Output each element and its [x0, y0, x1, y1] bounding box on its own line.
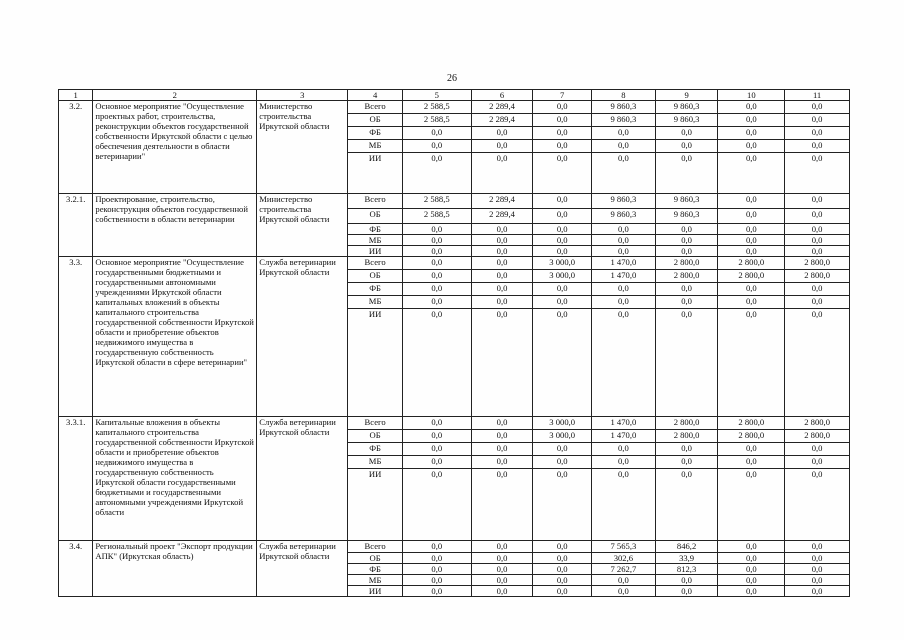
column-number: 1: [59, 90, 93, 101]
value-cell: 1 470,0: [592, 417, 656, 430]
value-cell: 0,0: [592, 575, 656, 586]
funding-source: Всего: [348, 541, 403, 553]
value-cell: 0,0: [533, 101, 592, 114]
table-row: [59, 541, 850, 553]
value-cell: 302,6: [592, 553, 656, 564]
value-cell: 0,0: [471, 257, 533, 270]
value-cell: 0,0: [533, 153, 592, 194]
value-cell: 0,0: [471, 541, 533, 553]
value-cell: 0,0: [402, 469, 471, 541]
value-cell: 0,0: [471, 140, 533, 153]
value-cell: 0,0: [592, 283, 656, 296]
funding-source: ФБ: [348, 283, 403, 296]
value-cell: 0,0: [785, 456, 850, 469]
value-cell: 2 588,5: [402, 101, 471, 114]
value-cell: 0,0: [785, 235, 850, 246]
value-cell: 0,0: [533, 443, 592, 456]
value-cell: 0,0: [533, 309, 592, 417]
value-cell: 0,0: [471, 469, 533, 541]
item-executor: Служба ветеринарии Иркутской области: [257, 417, 348, 541]
value-cell: 9 860,3: [592, 101, 656, 114]
funding-source: МБ: [348, 575, 403, 586]
value-cell: 0,0: [402, 586, 471, 597]
value-cell: 0,0: [471, 417, 533, 430]
value-cell: 3 000,0: [533, 270, 592, 283]
value-cell: 0,0: [718, 114, 785, 127]
value-cell: 0,0: [402, 224, 471, 235]
value-cell: 2 588,5: [402, 209, 471, 224]
funding-source: ИИ: [348, 153, 403, 194]
value-cell: 0,0: [402, 417, 471, 430]
value-cell: 0,0: [533, 553, 592, 564]
item-code: 3.3.: [59, 257, 93, 417]
value-cell: 0,0: [655, 586, 718, 597]
value-cell: 0,0: [785, 469, 850, 541]
item-executor: Служба ветеринарии Иркутской области: [257, 541, 348, 597]
value-cell: 0,0: [402, 140, 471, 153]
value-cell: 0,0: [718, 235, 785, 246]
value-cell: 0,0: [785, 586, 850, 597]
value-cell: 0,0: [785, 194, 850, 209]
value-cell: 0,0: [592, 443, 656, 456]
funding-source: ФБ: [348, 564, 403, 575]
value-cell: 0,0: [785, 101, 850, 114]
value-cell: 0,0: [655, 296, 718, 309]
value-cell: 0,0: [471, 235, 533, 246]
value-cell: 0,0: [785, 246, 850, 257]
value-cell: 3 000,0: [533, 430, 592, 443]
value-cell: 0,0: [533, 209, 592, 224]
table-body: [59, 101, 850, 597]
column-number-row: [59, 90, 850, 101]
value-cell: 1 470,0: [592, 270, 656, 283]
value-cell: 0,0: [718, 564, 785, 575]
value-cell: 0,0: [471, 224, 533, 235]
item-name: Проектирование, строительство, реконструкция объектов государственной собственности в области ветеринарии: [93, 194, 257, 257]
value-cell: 0,0: [402, 564, 471, 575]
value-cell: 0,0: [785, 296, 850, 309]
value-cell: 3 000,0: [533, 257, 592, 270]
value-cell: 0,0: [471, 270, 533, 283]
value-cell: 0,0: [592, 246, 656, 257]
value-cell: 0,0: [718, 456, 785, 469]
value-cell: 0,0: [533, 127, 592, 140]
value-cell: 0,0: [402, 296, 471, 309]
funding-source: ОБ: [348, 209, 403, 224]
value-cell: 2 800,0: [785, 417, 850, 430]
value-cell: 0,0: [592, 586, 656, 597]
budget-table: [58, 89, 850, 597]
value-cell: 0,0: [533, 296, 592, 309]
value-cell: 7 565,3: [592, 541, 656, 553]
value-cell: 9 860,3: [655, 101, 718, 114]
value-cell: 0,0: [402, 283, 471, 296]
value-cell: 0,0: [718, 575, 785, 586]
value-cell: 0,0: [592, 153, 656, 194]
value-cell: 0,0: [785, 564, 850, 575]
value-cell: 0,0: [402, 257, 471, 270]
value-cell: 2 800,0: [655, 430, 718, 443]
value-cell: 0,0: [471, 153, 533, 194]
value-cell: 2 800,0: [718, 257, 785, 270]
funding-source: ФБ: [348, 443, 403, 456]
value-cell: 0,0: [533, 283, 592, 296]
item-executor: Министерство строительства Иркутской области: [257, 194, 348, 257]
value-cell: 0,0: [402, 443, 471, 456]
value-cell: 0,0: [471, 430, 533, 443]
funding-source: ИИ: [348, 309, 403, 417]
value-cell: 0,0: [402, 553, 471, 564]
value-cell: 0,0: [785, 209, 850, 224]
funding-source: МБ: [348, 235, 403, 246]
value-cell: 0,0: [471, 246, 533, 257]
value-cell: 0,0: [655, 283, 718, 296]
value-cell: 0,0: [655, 140, 718, 153]
table-row: [59, 257, 850, 270]
column-number: 9: [655, 90, 718, 101]
value-cell: 2 800,0: [785, 430, 850, 443]
value-cell: 0,0: [785, 443, 850, 456]
value-cell: 0,0: [655, 443, 718, 456]
value-cell: 0,0: [533, 246, 592, 257]
value-cell: 0,0: [471, 553, 533, 564]
value-cell: 0,0: [655, 456, 718, 469]
value-cell: 2 289,4: [471, 209, 533, 224]
value-cell: 0,0: [533, 235, 592, 246]
value-cell: 0,0: [785, 114, 850, 127]
page-number: 26: [447, 73, 457, 84]
funding-source: Всего: [348, 417, 403, 430]
value-cell: 0,0: [471, 564, 533, 575]
value-cell: 0,0: [718, 153, 785, 194]
value-cell: 0,0: [785, 153, 850, 194]
value-cell: 0,0: [402, 127, 471, 140]
item-code: 3.2.: [59, 101, 93, 194]
value-cell: 812,3: [655, 564, 718, 575]
item-name: Основное мероприятие "Осуществление государственными бюджетными и государственными автономными учреждениями Иркутской области капитальных вложений в объекты капитального строительства государственной собственности Иркутской области и приобретение объектов недвижимого имущества в государственную собственность Иркутской области в сфере ветеринарии": [93, 257, 257, 417]
value-cell: 0,0: [718, 541, 785, 553]
value-cell: 0,0: [402, 309, 471, 417]
value-cell: 0,0: [533, 541, 592, 553]
column-number: 3: [257, 90, 348, 101]
value-cell: 0,0: [785, 140, 850, 153]
value-cell: 0,0: [402, 153, 471, 194]
item-code: 3.4.: [59, 541, 93, 597]
value-cell: 0,0: [402, 456, 471, 469]
value-cell: 7 262,7: [592, 564, 656, 575]
value-cell: 0,0: [471, 296, 533, 309]
value-cell: 0,0: [402, 235, 471, 246]
value-cell: 0,0: [718, 309, 785, 417]
value-cell: 0,0: [785, 553, 850, 564]
value-cell: 0,0: [533, 224, 592, 235]
column-number: 6: [471, 90, 533, 101]
item-code: 3.3.1.: [59, 417, 93, 541]
value-cell: 0,0: [471, 575, 533, 586]
column-number: 8: [592, 90, 656, 101]
column-number: 5: [402, 90, 471, 101]
value-cell: 0,0: [533, 140, 592, 153]
value-cell: 0,0: [592, 469, 656, 541]
funding-source: ИИ: [348, 586, 403, 597]
value-cell: 0,0: [402, 270, 471, 283]
value-cell: 2 800,0: [718, 270, 785, 283]
value-cell: 0,0: [471, 309, 533, 417]
value-cell: 0,0: [471, 127, 533, 140]
column-number: 7: [533, 90, 592, 101]
value-cell: 0,0: [592, 235, 656, 246]
value-cell: 2 588,5: [402, 114, 471, 127]
value-cell: 9 860,3: [592, 209, 656, 224]
value-cell: 0,0: [533, 564, 592, 575]
value-cell: 0,0: [655, 246, 718, 257]
value-cell: 0,0: [655, 224, 718, 235]
value-cell: 2 800,0: [785, 257, 850, 270]
value-cell: 0,0: [533, 469, 592, 541]
value-cell: 0,0: [592, 456, 656, 469]
value-cell: 0,0: [785, 283, 850, 296]
value-cell: 0,0: [402, 575, 471, 586]
value-cell: 2 289,4: [471, 101, 533, 114]
funding-source: ФБ: [348, 127, 403, 140]
table-row: [59, 417, 850, 430]
value-cell: 1 470,0: [592, 257, 656, 270]
value-cell: 0,0: [655, 153, 718, 194]
value-cell: 0,0: [718, 209, 785, 224]
value-cell: 0,0: [592, 224, 656, 235]
value-cell: 0,0: [785, 127, 850, 140]
value-cell: 0,0: [533, 575, 592, 586]
value-cell: 1 470,0: [592, 430, 656, 443]
value-cell: 9 860,3: [655, 209, 718, 224]
funding-source: Всего: [348, 257, 403, 270]
value-cell: 9 860,3: [655, 194, 718, 209]
value-cell: 846,2: [655, 541, 718, 553]
value-cell: 0,0: [718, 283, 785, 296]
funding-source: Всего: [348, 194, 403, 209]
item-name: Основное мероприятие "Осуществление проектных работ, строительства, реконструкции объектов государственной собственности Иркутской области с целью обеспечения деятельности в области ветеринарии": [93, 101, 257, 194]
funding-source: ФБ: [348, 224, 403, 235]
value-cell: 0,0: [718, 586, 785, 597]
column-number: 11: [785, 90, 850, 101]
item-name: Капитальные вложения в объекты капитального строительства государственной собственности Иркутской области и приобретение объектов недвижимого имущества в государственную собственность Иркутской области государственными бюджетными и государственными автономными учреждениями Иркутской области: [93, 417, 257, 541]
funding-source: Всего: [348, 101, 403, 114]
item-executor: Служба ветеринарии Иркутской области: [257, 257, 348, 417]
column-number: 10: [718, 90, 785, 101]
value-cell: 0,0: [718, 246, 785, 257]
value-cell: 0,0: [533, 114, 592, 127]
value-cell: 0,0: [718, 443, 785, 456]
value-cell: 0,0: [655, 127, 718, 140]
value-cell: 0,0: [718, 140, 785, 153]
value-cell: 0,0: [718, 127, 785, 140]
funding-source: ОБ: [348, 270, 403, 283]
table-row: [59, 101, 850, 114]
value-cell: 0,0: [718, 224, 785, 235]
value-cell: 3 000,0: [533, 417, 592, 430]
value-cell: 0,0: [471, 443, 533, 456]
value-cell: 0,0: [655, 235, 718, 246]
value-cell: 2 800,0: [655, 257, 718, 270]
value-cell: 0,0: [402, 541, 471, 553]
value-cell: 0,0: [533, 194, 592, 209]
value-cell: 0,0: [785, 575, 850, 586]
value-cell: 0,0: [402, 430, 471, 443]
value-cell: 2 289,4: [471, 114, 533, 127]
value-cell: 0,0: [471, 283, 533, 296]
value-cell: 9 860,3: [592, 114, 656, 127]
item-name: Региональный проект "Экспорт продукции АПК" (Иркутская область): [93, 541, 257, 597]
value-cell: 0,0: [533, 586, 592, 597]
item-code: 3.2.1.: [59, 194, 93, 257]
funding-source: МБ: [348, 296, 403, 309]
value-cell: 0,0: [533, 456, 592, 469]
funding-source: ИИ: [348, 469, 403, 541]
value-cell: 2 800,0: [785, 270, 850, 283]
value-cell: 2 800,0: [718, 417, 785, 430]
value-cell: 2 800,0: [655, 270, 718, 283]
item-executor: Министерство строительства Иркутской области: [257, 101, 348, 194]
value-cell: 0,0: [718, 296, 785, 309]
value-cell: 0,0: [471, 456, 533, 469]
value-cell: 0,0: [655, 575, 718, 586]
value-cell: 0,0: [592, 140, 656, 153]
value-cell: 0,0: [785, 541, 850, 553]
column-number: 4: [348, 90, 403, 101]
value-cell: 9 860,3: [655, 114, 718, 127]
value-cell: 0,0: [785, 309, 850, 417]
value-cell: 0,0: [655, 469, 718, 541]
value-cell: 0,0: [592, 309, 656, 417]
value-cell: 0,0: [471, 586, 533, 597]
funding-source: ОБ: [348, 114, 403, 127]
funding-source: ИИ: [348, 246, 403, 257]
value-cell: 0,0: [592, 296, 656, 309]
value-cell: 0,0: [718, 469, 785, 541]
funding-source: ОБ: [348, 430, 403, 443]
value-cell: 0,0: [655, 309, 718, 417]
column-number: 2: [93, 90, 257, 101]
value-cell: 0,0: [718, 101, 785, 114]
value-cell: 2 289,4: [471, 194, 533, 209]
value-cell: 33,9: [655, 553, 718, 564]
table-row: [59, 194, 850, 209]
funding-source: МБ: [348, 456, 403, 469]
value-cell: 0,0: [785, 224, 850, 235]
funding-source: ОБ: [348, 553, 403, 564]
value-cell: 0,0: [592, 127, 656, 140]
funding-source: МБ: [348, 140, 403, 153]
value-cell: 9 860,3: [592, 194, 656, 209]
value-cell: 0,0: [718, 553, 785, 564]
value-cell: 0,0: [402, 246, 471, 257]
value-cell: 0,0: [718, 194, 785, 209]
value-cell: 2 588,5: [402, 194, 471, 209]
value-cell: 2 800,0: [718, 430, 785, 443]
value-cell: 2 800,0: [655, 417, 718, 430]
